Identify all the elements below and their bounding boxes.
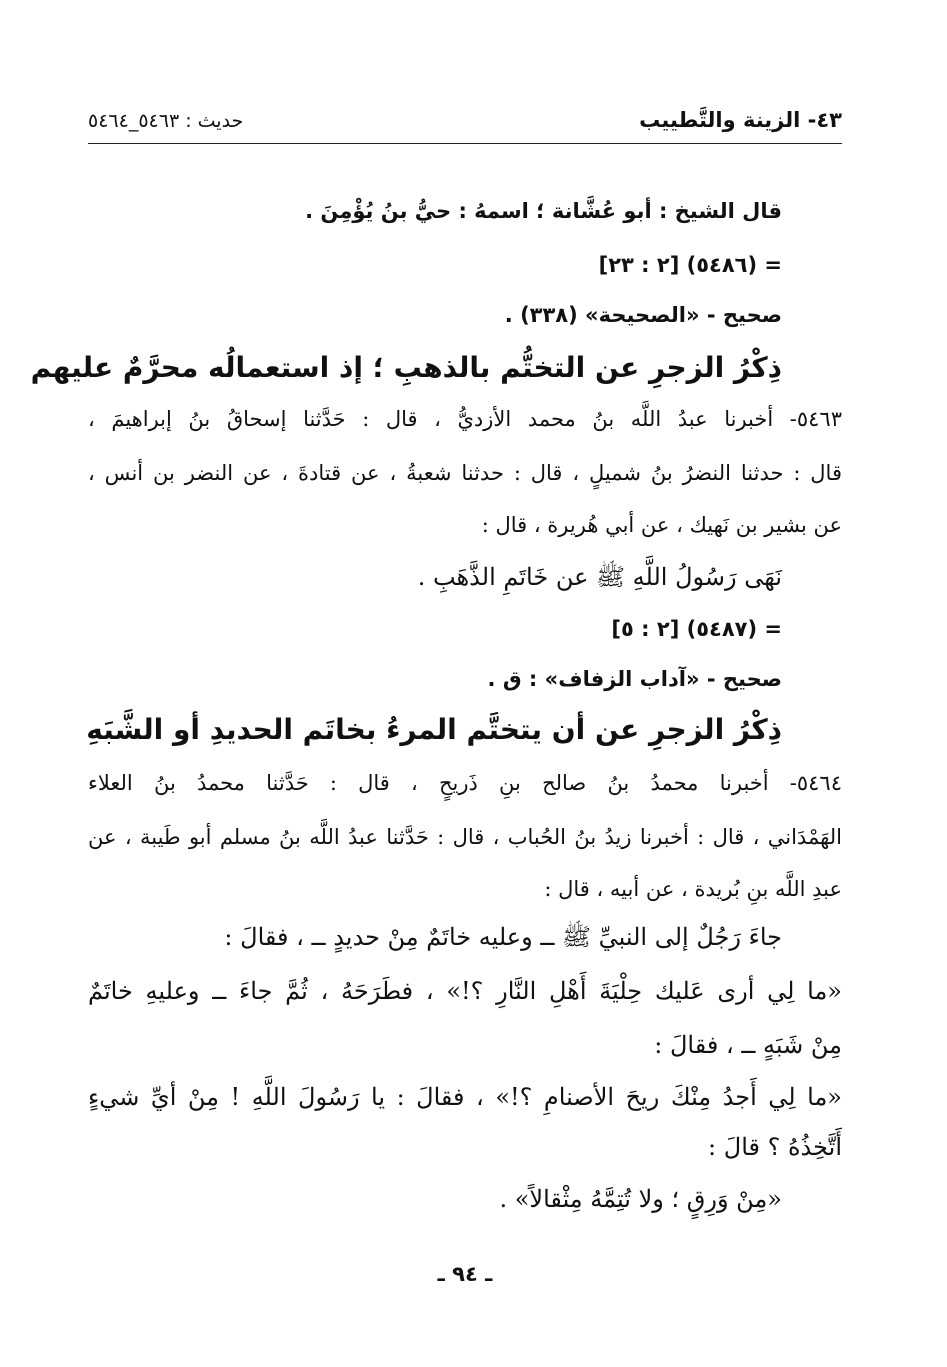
- hadith-5464-text-3: مِنْ شَبَهٍ ــ ، فقالَ :: [654, 1031, 842, 1059]
- hadith-5464-isnad-line-2: الهَمْدَاني ، قال : أخبرنا زيدُ بنُ الحُباب ، قال : حَدَّثنا عبدُ اللَّه بنُ مسلم أبو طَيبة ، عن: [88, 825, 842, 849]
- chapter-title: ٤٣- الزينة والتَّطييب: [639, 108, 842, 132]
- hadith-5463-text: نَهَى رَسُولُ اللَّهِ ﷺ عن خَاتَمِ الذَّهَبِ .: [417, 563, 782, 591]
- hadith-5464-isnad-line-1: ٥٤٦٤- أخبرنا محمدُ بنُ صالح بنِ ذَريحٍ ، قال : حَدَّثنا محمدُ بنُ العلاء: [88, 771, 842, 795]
- reference-5487: = (٥٤٨٧) [٢ : ٥]: [611, 617, 782, 641]
- hadith-range: حديث : ٥٤٦٣_٥٤٦٤: [88, 110, 244, 132]
- section-heading-gold: ذِكْرُ الزجرِ عن التختُّم بالذهبِ ؛ إذ استعمالُه محرَّمٌ عليهم: [30, 351, 782, 384]
- grade-5486: صحيح - «الصحيحة» (٣٣٨) .: [504, 303, 782, 327]
- grade-5487: صحيح - «آداب الزفاف» : ق .: [487, 667, 782, 691]
- running-header: [88, 108, 842, 140]
- section-heading-iron: ذِكْرُ الزجرِ عن أن يتختَّم المرءُ بخاتَم الحديدِ أو الشَّبَهِ: [86, 713, 782, 746]
- book-page: [30, 0, 842, 1367]
- hadith-5463-isnad-line-2: قال : حدثنا النضرُ بنُ شميلٍ ، قال : حدثنا شعبةُ ، عن قتادةَ ، عن النضر بن أنس ،: [88, 461, 842, 485]
- hadith-5463-isnad-line-3: عن بشير بن نَهيك ، عن أبي هُريرة ، قال :: [481, 513, 842, 537]
- sheikh-comment: قال الشيخ : أبو عُشَّانة ؛ اسمهُ : حيُّ بنُ يُؤْمِنَ .: [305, 199, 782, 223]
- reference-5486: = (٥٤٨٦) [٢ : ٢٣]: [598, 253, 782, 277]
- hadith-5464-text-5: أَتَّخِذُهُ ؟ قالَ :: [708, 1133, 842, 1161]
- hadith-5463-isnad-line-1: ٥٤٦٣- أخبرنا عبدُ اللَّه بنُ محمد الأزديُّ ، قال : حَدَّثنا إسحاقُ بنُ إبراهيمَ ،: [88, 407, 842, 431]
- hadith-5464-isnad-line-3: عبدِ اللَّه بنِ بُريدة ، عن أبيه ، قال :: [544, 877, 842, 901]
- page-number: ـ ٩٤ ـ: [437, 1262, 493, 1286]
- hadith-5464-text-2: «ما لِي أرى عَليك حِلْيَةَ أَهْلِ النَّارِ ؟!» ، فطَرَحَهُ ، ثُمَّ جاءَ ــ وعليهِ خاتَمٌ: [88, 977, 842, 1005]
- header-divider: [88, 143, 842, 144]
- hadith-5464-text-6: «مِنْ وَرِقٍ ؛ ولا تُتِمَّهُ مِثْقالاً» .: [499, 1185, 782, 1213]
- hadith-5464-text-4: «ما لِي أَجدُ مِنْكَ ريحَ الأصنامِ ؟!» ، فقالَ : يا رَسُولَ اللَّهِ ! مِنْ أيِّ شيءٍ: [88, 1083, 842, 1111]
- hadith-5464-text-1: جاءَ رَجُلٌ إلى النبيِّ ﷺ ــ وعليه خاتَمٌ مِنْ حديدٍ ــ ، فقالَ :: [224, 923, 782, 951]
